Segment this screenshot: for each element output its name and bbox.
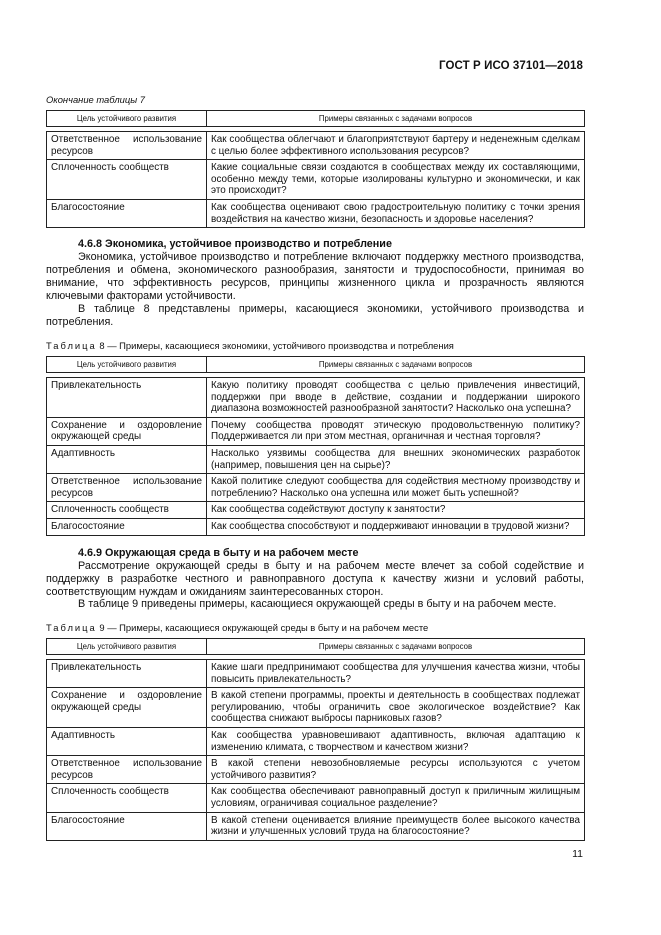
table-row [47,518,585,535]
table-row [47,132,585,160]
question-cell: В какой степени невозобновляемые ресурсы используются с учетом устойчивого развития? [207,756,585,784]
question-cell: Насколько уязвимы сообщества для внешних экономических разработок (например, повышения цен на сырье)? [207,445,585,473]
goal-cell: Благосостояние [47,199,207,227]
goal-cell: Ответственное использование ресурсов [47,756,207,784]
table-row [47,417,585,445]
section-469-title: 4.6.9 Окружающая среда в быту и на рабочем месте [78,547,359,559]
question-cell: Как сообщества обеспечивают равноправный доступ к приличным жилищным условиям, ограничивая социальное разделение? [207,784,585,812]
question-cell: Как сообщества оценивают свою градостроительную политику с точки зрения воздействия на качество жизни, безопасность и здоровье населения? [207,199,585,227]
table-row [47,756,585,784]
table-row [47,502,585,519]
table8-title: — Примеры, касающиеся экономики, устойчивого производства и потребления [104,340,454,351]
table9-header-row [47,639,585,655]
goal-cell: Благосостояние [47,518,207,535]
table8 [46,356,585,536]
table-row [47,199,585,227]
goal-cell: Ответственное использование ресурсов [47,474,207,502]
section-468-title: 4.6.8 Экономика, устойчивое производство и потребление [78,238,392,250]
table9-number: 9 [99,622,105,633]
table7-col2-header: Примеры связанных с задачами вопросов [207,111,585,127]
question-cell: Как сообщества содействуют доступу к занятости? [207,502,585,519]
goal-cell: Сохранение и оздоровление окружающей среды [47,688,207,728]
table8-caption [46,340,454,351]
question-cell: Почему сообщества проводят этическую продовольственную политику? Поддерживается ли при этом местная, органичная и честная торговля? [207,417,585,445]
table7-header-row [47,111,585,127]
goal-cell: Сплоченность сообществ [47,502,207,519]
question-cell: В какой степени программы, проекты и деятельность в сообществах подлежат регулированию, чтобы ограничить свое экологическое воздействие? Как сообщества снижают выбросы парниковых газов? [207,688,585,728]
table8-label: Таблица [46,340,97,351]
table-row [47,688,585,728]
goal-cell: Привлекательность [47,660,207,688]
question-cell: В какой степени оценивается влияние преимуществ более высокого качества жизни и улучшенных условий труда на благосостояние? [207,812,585,840]
section-469-para1: Рассмотрение окружающей среды в быту и на рабочем месте влечет за собой содействие и поддержку в разработке честного и равноправного доступа к качеству жизни и условий работы, соответствующим нуждам и ожиданиям заинтересованных сторон. [46,560,584,598]
table9-caption [46,622,428,633]
table9-label: Таблица [46,622,97,633]
question-cell: Какие социальные связи создаются в сообществах между их составляющими, особенно между теми, которые изолированы культурно и экономически, и как это происходит? [207,160,585,200]
goal-cell: Привлекательность [47,378,207,418]
table-row [47,378,585,418]
goal-cell: Адаптивность [47,445,207,473]
table-row [47,812,585,840]
question-cell: Как сообщества способствуют и поддерживают инновации в трудовой жизни? [207,518,585,535]
question-cell: Как сообщества уравновешивают адаптивность, включая адаптацию к изменению климата, с творчеством и качеством жизни? [207,727,585,755]
question-cell: Какой политике следуют сообщества для содействия местному производству и потреблению? Насколько она успешна или может быть успешной? [207,474,585,502]
table8-col2-header: Примеры связанных с задачами вопросов [207,357,585,373]
section-468-para2: В таблице 8 представлены примеры, касающиеся экономики, устойчивого производства и потребления. [46,303,584,328]
table-row [47,660,585,688]
table-row [47,784,585,812]
table9 [46,638,585,841]
question-cell: Какие шаги предпринимают сообщества для улучшения качества жизни, чтобы повысить привлекательность? [207,660,585,688]
table8-col1-header: Цель устойчивого развития [47,357,207,373]
table-row [47,474,585,502]
table9-col1-header: Цель устойчивого развития [47,639,207,655]
question-cell: Какую политику проводят сообщества с целью привлечения инвестиций, поддержки при вводе в действие, создании и поддержании широкого диапазона возможностей разнообразной занятости? Насколько она успешна? [207,378,585,418]
table7-caption: Окончание таблицы 7 [46,94,145,105]
standard-header: ГОСТ Р ИСО 37101—2018 [438,60,583,72]
table8-header-row [47,357,585,373]
table9-col2-header: Примеры связанных с задачами вопросов [207,639,585,655]
table-row [47,445,585,473]
goal-cell: Сплоченность сообществ [47,784,207,812]
table8-number: 8 [99,340,105,351]
table7-col1-header: Цель устойчивого развития [47,111,207,127]
goal-cell: Сплоченность сообществ [47,160,207,200]
page-number: 11 [572,848,583,860]
question-cell: Как сообщества облегчают и благоприятствуют бартеру и неденежным сделкам с целью более эффективного использования ресурсов? [207,132,585,160]
section-469-para2: В таблице 9 приведены примеры, касающиеся окружающей среды в быту и на рабочем месте. [78,598,557,610]
goal-cell: Сохранение и оздоровление окружающей среды [47,417,207,445]
section-468-para1: Экономика, устойчивое производство и потребление включают поддержку местного производства, потребления и обмена, экономического разнообразия, занятости и трудоспособности, принимая во внимание, что эффективность ресурсов, принципы жизненного цикла и прозрачность являются ключевыми факторами устойчивости. [46,251,584,302]
goal-cell: Адаптивность [47,727,207,755]
table-row [47,160,585,200]
table9-title: — Примеры, касающиеся окружающей среды в быту и на рабочем месте [104,622,429,633]
table-row [47,727,585,755]
table7 [46,110,585,228]
goal-cell: Благосостояние [47,812,207,840]
goal-cell: Ответственное использование ресурсов [47,132,207,160]
